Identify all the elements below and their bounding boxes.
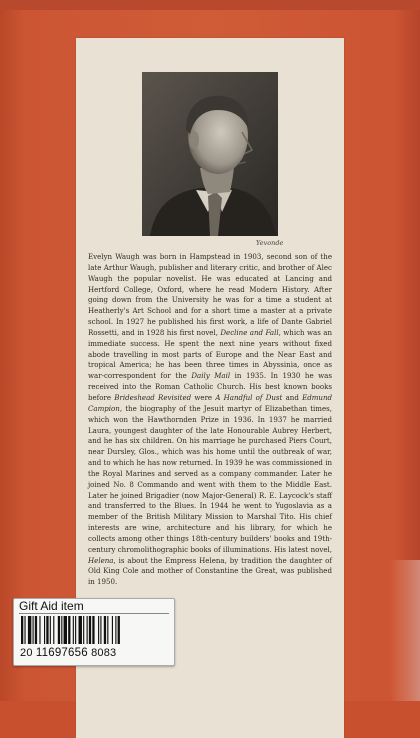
barcode-bar: [24, 616, 25, 644]
barcode-bar: [39, 616, 40, 644]
barcode-bar: [46, 616, 48, 644]
barcode-bar: [33, 616, 34, 644]
barcode-bar: [21, 616, 23, 644]
gift-aid-sticker: [13, 598, 175, 666]
barcode-bar: [83, 616, 84, 644]
barcode-bar: [112, 616, 113, 644]
barcode-bar: [92, 616, 94, 644]
author-biography: Evelyn Waugh was born in Hampstead in 1903, second son of the late Arthur Waugh, publisher and literary critic, and brother of Alec Waugh the popular novelist. He was educated at Lancing and Hertford College, Oxford, where he read Modern History. After going down from the University he was for a time a student at Heatherly's Art School and for a short time a master at a private school. In 1927 he published his first work, a life of Dante Gabriel Rossetti, and in 1928 his first novel, Decline and Fall, which was an immediate success. He spent the next nine years without fixed abode travelling in most parts of Europe and the Near East and tropical America; he has been three times in Abyssinia, once as war-correspondent for the Daily Mail in 1935. In 1930 he was received into the Roman Catholic Church. His best known books before Brideshead Revisited were A Handful of Dust and Edmund Campion, the biography of the Jesuit martyr of Elizabethan times, which won the Hawthornden Prize in 1936. In 1937 he married Laura, youngest daughter of the late Honourable Aubrey Herbert, and he has six children. On his marriage he purchased Piers Court, near Dursley, Glos., which was his home until the outbreak of war, and to which he has now returned. In 1939 he was commissioned in the Royal Marines and served as a company commander. Later he joined No. 8 Commando and went with them to the Middle East. Later he joined Brigadier (now Major-General) R. E. Laycock's staff and transferred to the Blues. In 1944 he went to Yugoslavia as a member of the British Military Mission to Marshal Tito. His chief interests are wine, architecture and his library, for which he collects among other things 18th-century builders' books and 19th-century chromolithographic books of illuminations. His latest novel, Helena, is about the Empress Helena, by tradition the daughter of Old King Cole and mother of Constantine the Great, was published in 1950.: [88, 252, 333, 587]
title-edmund-campion: Edmund Campion: [88, 392, 333, 413]
barcode-bar: [87, 616, 88, 644]
barcode-bar: [58, 616, 60, 644]
title-handful-of-dust: A Handful of Dust: [215, 392, 283, 402]
barcode-bar: [53, 616, 54, 644]
cover-top-stripe: [0, 0, 420, 10]
barcode-bar: [104, 616, 106, 644]
gift-aid-label: Gift Aid item: [19, 599, 169, 614]
barcode-bar: [75, 616, 76, 644]
barcode-bar: [79, 616, 82, 644]
barcode-bar: [73, 616, 74, 644]
title-decline-and-fall: Decline and Fall: [220, 327, 279, 337]
photo-caption: Yevonde: [256, 239, 284, 247]
cover-wear-mark: [390, 560, 420, 701]
barcode-bar: [64, 616, 67, 644]
barcode-bar: [35, 616, 37, 644]
author-portrait-image: [142, 72, 278, 236]
title-brideshead-revisited: Brideshead Revisited: [114, 392, 192, 402]
barcode-bar: [100, 616, 101, 644]
barcode-bar: [115, 616, 116, 644]
barcode-bar: [89, 616, 91, 644]
barcode-bar: [118, 616, 120, 644]
barcode-image: [19, 616, 169, 644]
barcode-number: 20 11697656 8083: [20, 647, 117, 659]
barcode-bar: [28, 616, 31, 644]
barcode-bar: [44, 616, 45, 644]
barcode-bar: [107, 616, 108, 644]
author-photo: [142, 72, 278, 236]
barcode-bar: [98, 616, 99, 644]
title-helena: Helena: [88, 555, 114, 565]
barcode-bar: [68, 616, 70, 644]
title-daily-mail: Daily Mail: [191, 371, 231, 381]
barcode-bar: [50, 616, 51, 644]
barcode-bar: [61, 616, 62, 644]
